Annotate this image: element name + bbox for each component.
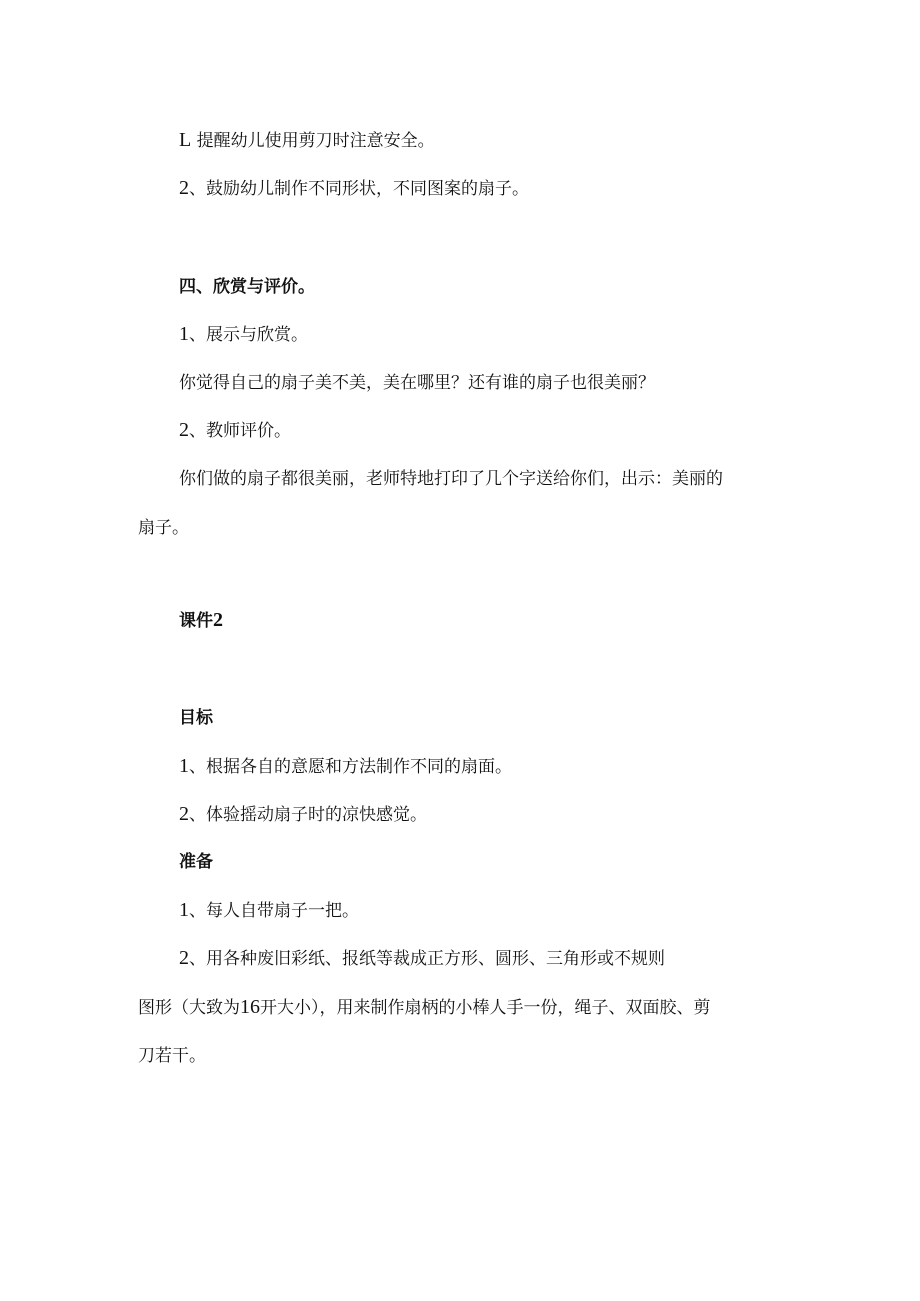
goal-item-2-marker: 2: [179, 803, 189, 825]
section-4-heading: 四、欣赏与评价。: [179, 277, 315, 297]
courseware-2-title: [179, 608, 223, 633]
prep-item-2-line-3: 刀若干。: [138, 1046, 206, 1066]
section-4-paragraph-line-2: 扇子。: [138, 518, 189, 538]
goal-item-2-text: 、体验摇动扇子时的凉快感觉。: [189, 805, 427, 825]
prep-item-1-marker: 1: [179, 899, 189, 921]
tip-item-1-marker: L: [179, 129, 192, 151]
section-4-paragraph-line-1: 你们做的扇子都很美丽，老师特地打印了几个字送给你们，出示：美丽的: [179, 469, 723, 489]
tip-item-1: [179, 128, 435, 153]
section-4-item-1-marker: 1: [179, 323, 189, 345]
section-4-item-1: [179, 322, 308, 347]
tip-item-2-marker: 2: [179, 177, 189, 199]
section-4-item-2: [179, 418, 291, 443]
prep-item-2-marker: 2: [179, 947, 189, 969]
section-4-item-1-text: 、展示与欣赏。: [189, 325, 308, 345]
prep-item-2-line-2: [138, 995, 711, 1020]
tip-item-2-text: 、鼓励幼儿制作不同形状，不同图案的扇子。: [189, 179, 529, 199]
goal-item-1: [179, 754, 512, 779]
section-4-question: 你觉得自己的扇子美不美，美在哪里？还有谁的扇子也很美丽？: [179, 373, 655, 393]
section-4-item-2-marker: 2: [179, 419, 189, 441]
goal-item-1-text: 、根据各自的意愿和方法制作不同的扇面。: [189, 757, 512, 777]
prep-item-2-line-1-text: 、用各种废旧彩纸、报纸等裁成正方形、圆形、三角形或不规则: [189, 949, 665, 969]
prep-item-2-line-2-after: 开大小），用来制作扇柄的小棒人手一份，绳子、双面胶、剪: [260, 998, 711, 1018]
prep-item-2-line-2-before: 图形（大致为: [138, 998, 240, 1018]
goal-item-2: [179, 802, 427, 827]
prep-item-2-line-2-number: 16: [240, 996, 260, 1018]
prep-item-1-text: 、每人自带扇子一把。: [189, 901, 359, 921]
courseware-2-title-number: 2: [213, 609, 223, 631]
prep-item-1: [179, 898, 359, 923]
prep-heading: 准备: [179, 852, 213, 872]
section-4-item-2-text: 、教师评价。: [189, 421, 291, 441]
courseware-2-title-text: 课件: [179, 611, 213, 631]
goals-heading: 目标: [179, 708, 213, 728]
prep-item-2-line-1: [179, 946, 665, 971]
goal-item-1-marker: 1: [179, 755, 189, 777]
tip-item-2: [179, 176, 529, 201]
tip-item-1-text: 提醒幼儿使用剪刀时注意安全。: [191, 131, 435, 151]
